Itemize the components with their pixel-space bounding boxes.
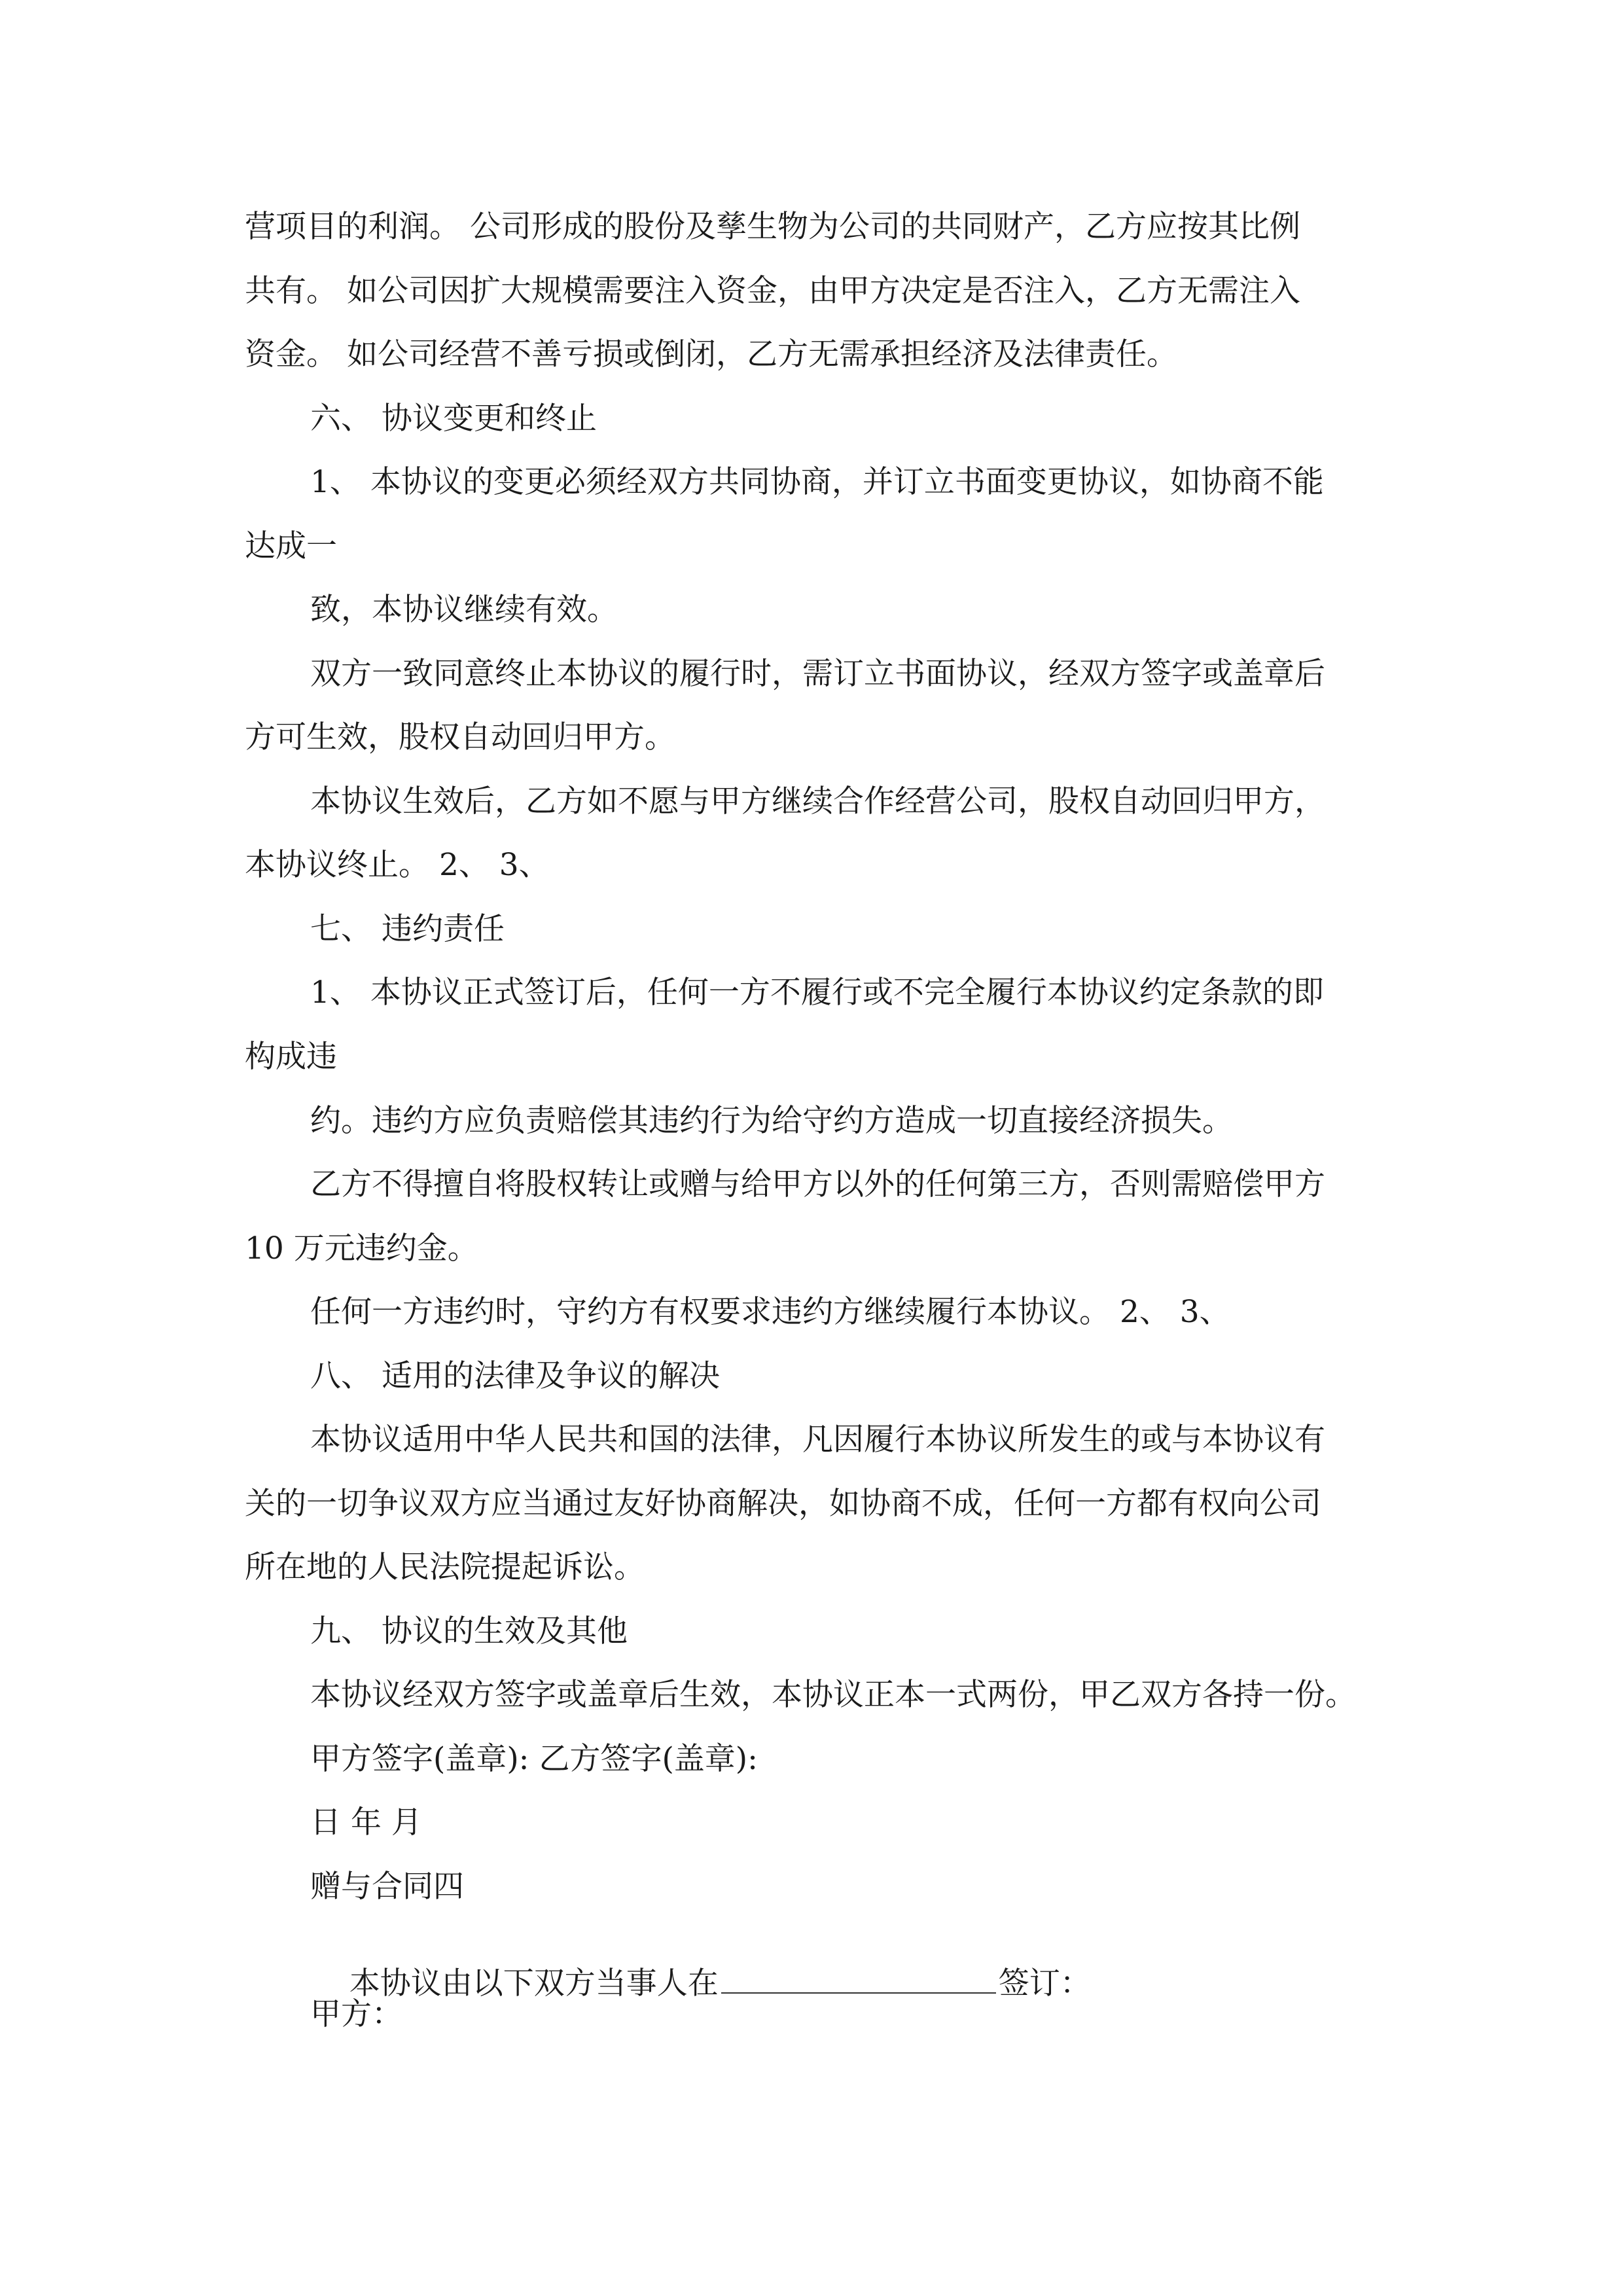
section-heading: 六、 协议变更和终止 [310, 401, 597, 437]
contract-title: 赠与合同四 [310, 1869, 464, 1905]
text-line: 达成一 [245, 528, 337, 564]
signing-location-line [310, 1934, 1091, 2032]
text-line: 营项目的利润。 公司形成的股份及孳生物为公司的共同财产，乙方应按其比例 [245, 209, 1300, 245]
party-a-label: 甲方： [310, 1996, 402, 2032]
text-line: 乙方不得擅自将股权转让或赠与给甲方以外的任何第三方，否则需赔偿甲方 [310, 1166, 1325, 1202]
text-line: 任何一方违约时，守约方有权要求违约方继续履行本协议。 2、 3、 [310, 1294, 1230, 1330]
section-heading: 九、 协议的生效及其他 [310, 1613, 628, 1649]
text-line: 致，本协议继续有效。 [310, 592, 618, 628]
text-line: 本协议生效后，乙方如不愿与甲方继续合作经营公司，股权自动回归甲方， [310, 783, 1325, 819]
section-heading: 七、 违约责任 [310, 911, 505, 947]
section-heading: 八、 适用的法律及争议的解决 [310, 1358, 720, 1394]
text-line: 方可生效，股权自动回归甲方。 [245, 719, 675, 755]
date-line: 日 年 月 [310, 1804, 422, 1840]
signing-location-blank[interactable] [721, 1966, 996, 1994]
text-line: 构成违 [245, 1039, 337, 1075]
text-line: 本协议终止。 2、 3、 [245, 847, 550, 883]
text-line: 所在地的人民法院提起诉讼。 [245, 1549, 645, 1585]
text-line: 关的一切争议双方应当通过友好协商解决，如协商不成，任何一方都有权向公司 [245, 1486, 1321, 1522]
signing-suffix: 签订： [998, 1965, 1091, 2001]
text-line: 10 万元违约金。 [245, 1230, 478, 1266]
text-line: 约。违约方应负责赔偿其违约行为给守约方造成一切直接经济损失。 [310, 1103, 1233, 1139]
text-line: 本协议适用中华人民共和国的法律，凡因履行本协议所发生的或与本协议有 [310, 1422, 1325, 1458]
text-line: 1、 本协议的变更必须经双方共同协商，并订立书面变更协议，如协商不能 [310, 464, 1324, 500]
signature-line: 甲方签字(盖章): 乙方签字(盖章): [310, 1741, 758, 1777]
text-line: 共有。 如公司因扩大规模需要注入资金，由甲方决定是否注入，乙方无需注入 [245, 273, 1300, 309]
signing-prefix: 本协议由以下双方当事人在 [349, 1965, 719, 2001]
text-line: 1、 本协议正式签订后，任何一方不履行或不完全履行本协议约定条款的即 [310, 975, 1324, 1011]
text-line: 资金。 如公司经营不善亏损或倒闭，乙方无需承担经济及法律责任。 [245, 336, 1177, 372]
text-line: 本协议经双方签字或盖章后生效，本协议正本一式两份，甲乙双方各持一份。 [310, 1677, 1356, 1713]
text-line: 双方一致同意终止本协议的履行时，需订立书面协议，经双方签字或盖章后 [310, 656, 1325, 692]
